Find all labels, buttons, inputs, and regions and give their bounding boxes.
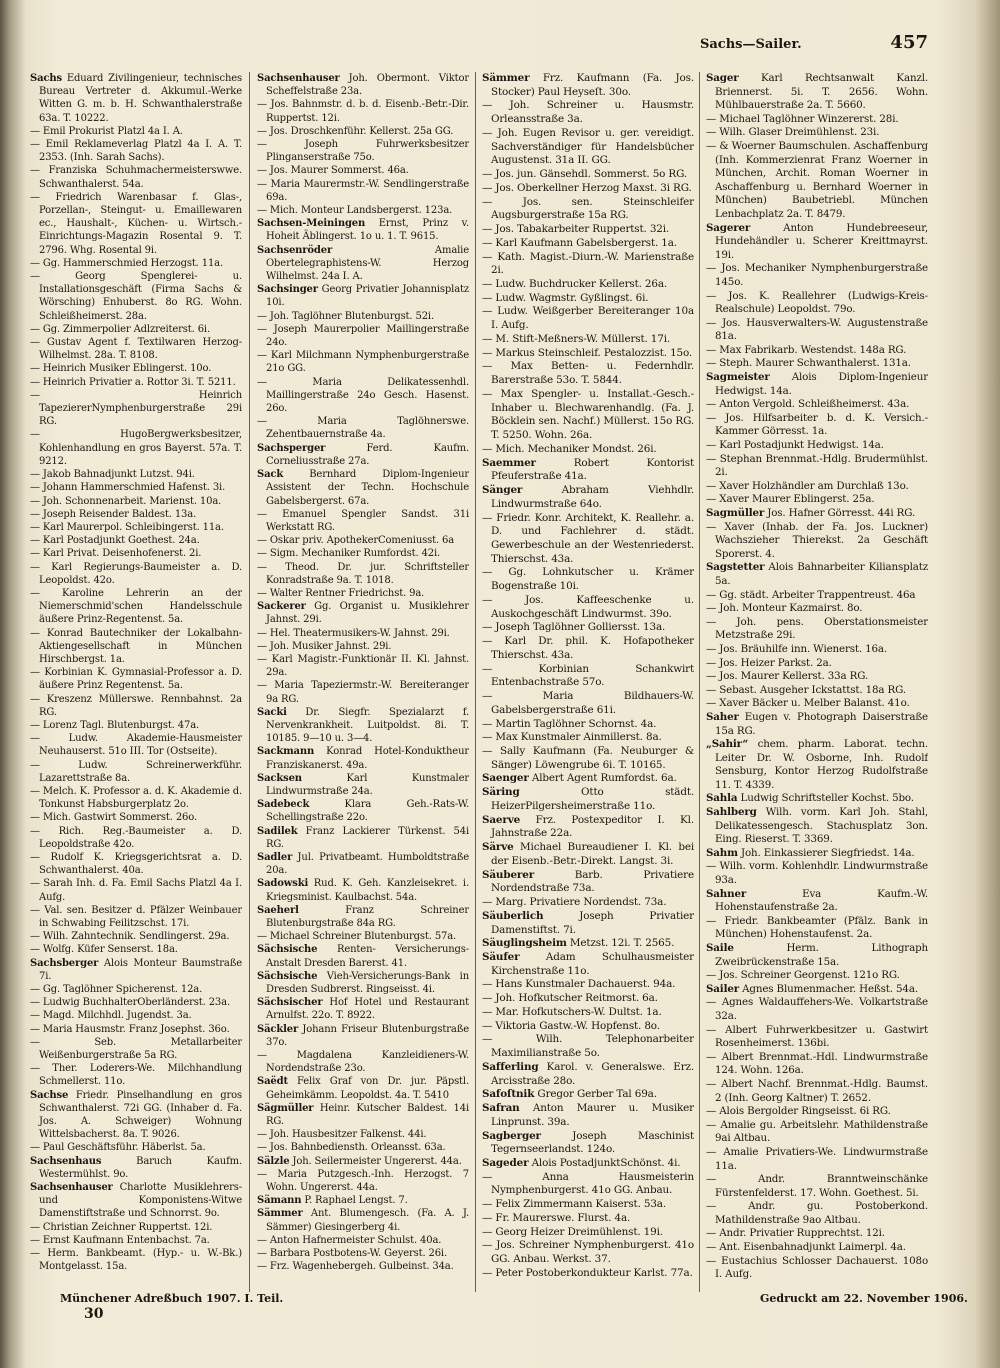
directory-entry: — Jos. Schreiner Nymphenburgerst. 41o GG. Anbau. Werkst. 37. — [482, 1239, 694, 1266]
directory-entry: — Maria Tapeziermstr.-W. Bereiteranger 9a RG. — [257, 680, 469, 705]
directory-entry: Säuberer Barb. Privatiere Nordendstraße 73a. — [482, 868, 694, 895]
directory-entry: — Andr. Privatier Rupprechtst. 12i. — [706, 1227, 885, 1240]
directory-entry: Saëdt Felix Graf von Dr. jur. Päpstl. Geheimkämm. Leopoldst. 4a. T. 5410 — [257, 1076, 469, 1101]
directory-entry: Sager Karl Rechtsanwalt Kanzl. Briennerst. 5i. T. 2656. Wohn. Mühlbauerstraße 2a. T. 5660. — [706, 72, 928, 112]
directory-entry: — Paul Geschäftsführ. Häberlst. 5a. — [30, 1142, 206, 1154]
directory-entry: — Jos. Schreiner Georgenst. 121o RG. — [706, 969, 900, 982]
directory-entry: Saemmer Robert Kontorist Pfeuferstraße 41a. — [482, 456, 694, 483]
directory-entry: — Barbara Postbotens-W. Geyerst. 26i. — [257, 1248, 448, 1260]
directory-entry: — Friedr. Bankbeamter (Pfälz. Bank in München) Hohenstaufenst. 2a. — [706, 914, 928, 941]
directory-entry: Sämmer Ant. Blumengesch. (Fa. A. J. Sämmer) Giesingerberg 4i. — [257, 1208, 469, 1233]
directory-entry: Sagstetter Alois Bahnarbeiter Kiliansplatz 5a. — [706, 561, 928, 587]
directory-entry: — Andr. Branntweinschänke Fürstenfelderst. 17. Wohn. Goethest. 5i. — [706, 1173, 928, 1199]
directory-entry: — Anton Hafnermeister Schulst. 40a. — [257, 1234, 442, 1246]
directory-entry: Sachse Friedr. Pinselhandlung en gros Schwanthalerst. 72i GG. (Inhaber d. Fa. Jos. A. Schweiger) Wohnung Wittelsbacherst. 8a. T. 9026. — [30, 1089, 242, 1141]
directory-entry: — Michael Schreiner Blutenburgst. 57a. — [257, 931, 457, 943]
directory-entry: Säckler Johann Friseur Blutenburgstraße 37o. — [257, 1023, 469, 1048]
directory-entry: — Jos. Hausverwalters-W. Augustenstraße 81a. — [706, 316, 928, 343]
directory-entry: — Gg. Hammerschmied Herzogst. 11a. — [30, 257, 224, 269]
directory-entry: Sämmer Frz. Kaufmann (Fa. Jos. Stocker) Paul Heyseſt. 30o. — [482, 72, 694, 98]
directory-entry: — Heinrich Musiker Eblingerst. 10o. — [30, 363, 212, 375]
directory-entry: — Wolfg. Küfer Senserst. 18a. — [30, 944, 178, 956]
directory-entry: Säring Otto städt. HeizerPilgersheimerstraße 11o. — [482, 786, 694, 812]
directory-entry: Safferling Karol. v. Generalswe. Erz. Arcisstraße 28o. — [482, 1060, 694, 1087]
footer-sheet-number: 30 — [84, 1306, 104, 1322]
directory-entry: — Christian Zeichner Ruppertst. 12i. — [30, 1221, 213, 1233]
directory-entry: — Sarah Inh. d. Fa. Emil Sachs Platzl 4a I. Aufg. — [30, 878, 242, 903]
directory-entry: — Jos. K. Reallehrer (Ludwigs-Kreis-Realschule) Leopoldst. 79o. — [706, 289, 928, 316]
directory-entry: — Wilh. Glaser Dreimühlenst. 23i. — [706, 126, 880, 139]
directory-entry: — Stephan Brennmat.-Hdlg. Brudermühlst. 2i. — [706, 452, 928, 479]
directory-entry: — Gg. Lohnkutscher u. Krämer Bogenstraße 10i. — [482, 566, 694, 593]
directory-entry: — Sigm. Mechaniker Rumfordst. 42i. — [257, 548, 441, 560]
directory-entry: Safoſtnik Gregor Gerber Tal 69a. — [482, 1088, 657, 1101]
directory-entry: Sachsenhauser Joh. Obermont. Viktor Scheffelstraße 23a. — [257, 73, 469, 98]
directory-entry: — Karl Regierungs-Baumeister a. D. Leopoldst. 42o. — [30, 561, 242, 586]
directory-entry: Sächsische Renten- Versicherungs-Anstalt Dresden Barerst. 41. — [257, 944, 469, 969]
directory-entry: — Peter Postoberkondukteur Karlst. 77a. — [482, 1266, 693, 1279]
directory-entry: — Konrad Bautechniker der Lokalbahn-Aktiengesellschaft in München Hirschbergst. 1a. — [30, 627, 242, 665]
directory-entry: — Anton Vergold. Schleißheimerst. 43a. — [706, 398, 910, 411]
directory-entry: — Korbinian Schankwirt Entenbachstraße 57o. — [482, 662, 694, 689]
directory-entry: Sadilek Franz Lackierer Türkenst. 54i RG. — [257, 825, 469, 850]
directory-entry: Sagberger Joseph Maschinist Tegernseerlandst. 124o. — [482, 1129, 694, 1156]
directory-entry: — Herm. Bankbeamt. (Hyp.- u. W.-Bk.) Montgelasst. 15a. — [30, 1248, 242, 1273]
directory-entry: — Joh. pens. Oberstationsmeister Metzstraße 29i. — [706, 615, 928, 642]
directory-entry: Saile Herm. Lithograph Zweibrückenstraße 15a. — [706, 942, 928, 968]
directory-entry: — Jos. Maurer Kellerst. 33a RG. — [706, 670, 869, 683]
directory-entry: Sälzle Joh. Seilermeister Ungererst. 44a. — [257, 1155, 462, 1167]
directory-entry: — Karl Maurerpol. Schleibingerst. 11a. — [30, 521, 224, 533]
directory-entry: — Frz. Wagenhebergeh. Gulbeinst. 34a. — [257, 1261, 454, 1273]
column-1 — [30, 72, 242, 1284]
directory-entry: — Joseph Fuhrwerksbesitzer Plinganserstraße 75o. — [257, 139, 469, 164]
directory-entry: — Joseph Maurerpolier Maillingerstraße 24o. — [257, 323, 469, 349]
directory-entry: — Steph. Maurer Schwanthalerst. 131a. — [706, 357, 911, 370]
column-rule — [475, 72, 476, 1292]
page-number: 457 — [890, 32, 928, 53]
directory-entry: — Marg. Privatiere Nordendst. 73a. — [482, 896, 667, 909]
directory-entry: — Maria Delikatessenhdl. Maillingerstraße 24o Gesch. Hasenst. 26o. — [257, 376, 469, 415]
directory-entry: — Xaver (Inhab. der Fa. Jos. Luckner) Wachszieher Thierekst. 2a Geschäft Sporerst. 4. — [706, 520, 928, 560]
directory-entry: Sächsische Vieh-Versicherungs-Bank in Dresden Sudbrerst. Ringseisst. 4i. — [257, 970, 469, 996]
footer-print-date: Gedruckt am 22. November 1906. — [760, 1292, 968, 1305]
running-head: Sachs—Sailer. — [700, 37, 802, 52]
directory-entry: — Walter Rentner Friedrichst. 9a. — [257, 587, 425, 599]
directory-entry: Säufer Adam Schulhausmeister Kirchenstraße 11o. — [482, 951, 694, 977]
directory-entry: Sänger Abraham Viehhdlr. Lindwurmstraße 64o. — [482, 484, 694, 510]
directory-entry: — Ludw. Buchdrucker Kellerst. 26a. — [482, 278, 668, 291]
directory-entry: Sahm Joh. Einkassierer Siegfriedst. 14a. — [706, 846, 915, 859]
directory-entry: — Maria Taglöhnerswe. Zehentbauernstraße 4a. — [257, 416, 469, 441]
directory-entry: — Jos. Bahnmstr. d. b. d. Eisenb.-Betr.-Dir. Ruppertst. 12i. — [257, 99, 469, 124]
directory-entry: Sagerer Anton Hundebreeseur, Hundehändler u. Scherer Kreittmayrst. 19i. — [706, 221, 928, 261]
directory-entry: — Jakob Bahnadjunkt Lutzst. 94i. — [30, 469, 195, 481]
directory-entry: — Emil Prokurist Platzl 4a I. A. — [30, 125, 183, 137]
directory-entry: — Alois Bergolder Ringseisst. 6i RG. — [706, 1105, 891, 1118]
directory-entry: — Andr. gu. Postoberkond. Mathildenstraße 9ao Altbau. — [706, 1200, 928, 1226]
directory-entry: — Ludw. Weißgerber Bereiteranger 10a I. Aufg. — [482, 305, 694, 332]
directory-entry: Säuglingsheim Metzst. 12i. T. 2565. — [482, 937, 675, 950]
directory-entry: — Jos. Maurer Sommerst. 46a. — [257, 165, 409, 177]
directory-entry: Sahlberg Wilh. vorm. Karl Joh. Stahl, Delikatessengesch. Stachusplatz 3on. Eing. Rieserst. T. 3369. — [706, 806, 928, 846]
directory-entry: — Ludw. Akademie-Hausmeister Neuhauserst. 51o III. Tor (Ostseite). — [30, 733, 242, 758]
directory-entry: — Joh. Schonnenarbeit. Marienst. 10a. — [30, 495, 222, 507]
directory-entry: Saeherl Franz Schreiner Blutenburgstraße 84a RG. — [257, 904, 469, 929]
directory-entry: — Gg. Taglöhner Spicherenst. 12a. — [30, 984, 203, 996]
directory-entry: Särve Michael Bureaudiener I. Kl. bei der Eisenb.-Betr.-Direkt. Langst. 3i. — [482, 841, 694, 867]
directory-entry: — Hel. Theatermusikers-W. Jahnst. 29i. — [257, 627, 450, 639]
directory-entry: Sadowski Rud. K. Geh. Kanzleisekret. i. Kriegsminist. Kaulbachst. 54a. — [257, 878, 469, 903]
directory-entry: — Ludw. Wagmstr. Gyßlingst. 6i. — [482, 291, 649, 304]
directory-entry: Sagmeister Alois Diplom-Ingenieur Hedwigst. 14a. — [706, 371, 928, 397]
directory-entry: — Amalie gu. Arbeitslehr. Mathildenstraße 9ai Altbau. — [706, 1118, 928, 1145]
directory-entry: — Jos. Hilfsarbeiter b. d. K. Versich.-Kammer Görresst. 1a. — [706, 411, 928, 438]
directory-entry: — Jos. Bräuhilfe inn. Wienerst. 16a. — [706, 642, 888, 655]
directory-entry: — Markus Steinschleif. Pestalozzist. 15o. — [482, 346, 693, 359]
directory-entry: — Rudolf K. Kriegsgerichtsrat a. D. Schwanthalerst. 40a. — [30, 851, 242, 877]
directory-entry: Sachsen-Meiningen Ernst, Prinz v. Hoheit Äblingerst. 1o u. 1. T. 9615. — [257, 218, 469, 243]
directory-entry: — Karl Postadjunkt Hedwigst. 14a. — [706, 439, 884, 452]
directory-entry: — Max Betten- u. Federnhdlr. Barerstraße 53o. T. 5844. — [482, 360, 694, 387]
directory-entry: — Xaver Maurer Eblingerst. 25a. — [706, 493, 875, 506]
column-rule — [699, 72, 700, 1292]
directory-entry: — Xaver Bäcker u. Melber Balanst. 41o. — [706, 697, 910, 710]
column-3 — [482, 72, 694, 1284]
directory-entry: — Michael Taglöhner Winzererst. 28i. — [706, 112, 899, 125]
directory-entry: — Joh. Schreiner u. Hausmstr. Orleansstraße 3a. — [482, 99, 694, 126]
directory-entry: — Hans Kunstmaler Dachauerst. 94a. — [482, 978, 676, 991]
directory-entry: Sachs Eduard Zivilingenieur, technisches Bureau Vertreter d. Akkumul.-Werke Witten G. m. b. H. Schwanthalerstraße 63a. T. 10222. — [30, 73, 242, 124]
directory-entry: — Fr. Maurerswe. Flurst. 4a. — [482, 1211, 631, 1224]
directory-entry: — Albert Nachf. Brennmat.-Hdlg. Baumst. 2 (Inh. Georg Kaltner) T. 2652. — [706, 1077, 928, 1104]
directory-entry: — Jos. Heizer Parkst. 2a. — [706, 656, 832, 669]
directory-entry: — Maria Bildhauers-W. Gabelsbergerstraße 61i. — [482, 690, 694, 716]
directory-entry: — Max Kunstmaler Ainmillerst. 8a. — [482, 731, 662, 744]
directory-entry: — Anna Hausmeisterin Nymphenburgerst. 41o GG. Anbau. — [482, 1170, 694, 1197]
directory-entry: Sahla Ludwig Schriftsteller Kochst. 5bo. — [706, 792, 914, 805]
directory-entry: Sack Bernhard Diplom-Ingenieur Assistent der Techn. Hochschule Gabelsbergerst. 67a. — [257, 469, 469, 507]
directory-entry: — Val. sen. Besitzer d. Pfälzer Weinbauer in Schwabing Feilitzschst. 17i. — [30, 904, 242, 929]
directory-entry: — Amalie Privatiers-We. Lindwurmstraße 11a. — [706, 1145, 928, 1172]
directory-entry: Sachsberger Alois Monteur Baumstraße 7i. — [30, 957, 242, 982]
directory-entry: — Maria Maurermstr.-W. Sendlingerstraße 69a. — [257, 178, 469, 203]
directory-entry: Sachsenhaus Baruch Kaufm. Westermühlst. 9o. — [30, 1155, 242, 1180]
directory-entry: — Korbinian K. Gymnasial-Professor a. D. äußere Prinz Regentenst. 5a. — [30, 667, 242, 692]
directory-entry: Sägmüller Heinr. Kutscher Baldest. 14i RG. — [257, 1102, 469, 1128]
directory-entry: — Ludw. Schreinerwerkführ. Lazarettstraße 8a. — [30, 759, 242, 784]
directory-entry: — Xaver Holzhändler am Durchlaß 13o. — [706, 479, 909, 492]
directory-entry: — Jos. jun. Gänsehdl. Sommerst. 5o RG. — [482, 168, 688, 181]
directory-entry: Sadebeck Klara Geh.-Rats-W. Schellingstraße 22o. — [257, 799, 469, 824]
directory-entry: Sadler Jul. Privatbeamt. Humboldtstraße 20a. — [257, 851, 469, 877]
directory-entry: — Joh. Hausbesitzer Falkenst. 44i. — [257, 1129, 427, 1141]
directory-entry: — Franziska Schuhmachermeisterswwe. Schwanthalerst. 54a. — [30, 165, 242, 190]
directory-entry: — Melch. K. Professor a. d. K. Akademie d. Tonkunst Habsburgerplatz 2o. — [30, 785, 242, 811]
directory-entry: — Georg Heizer Dreimühlenst. 19i. — [482, 1225, 663, 1238]
directory-entry: Sackerer Gg. Organist u. Musiklehrer Jahnst. 29i. — [257, 601, 469, 626]
directory-entry: — M. Stift-Meßners-W. Müllerst. 17i. — [482, 332, 671, 345]
directory-entry: — Joh. Eugen Revisor u. ger. vereidigt. Sachverständiger für Handelsbücher Augustenst. 31a II. GG. — [482, 126, 694, 167]
directory-entry: — Mar. Hofkutschers-W. Dultst. 1a. — [482, 1005, 662, 1018]
directory-entry: — Theod. Dr. jur. Schriftsteller Konradstraße 9a. T. 1018. — [257, 561, 469, 586]
directory-entry: — Wilh. vorm. Kohlenhdlr. Lindwurmstraße 93a. — [706, 860, 928, 887]
directory-entry: — Mich. Mechaniker Mondst. 26i. — [482, 442, 657, 455]
directory-entry: — Mich. Monteur Landsbergerst. 123a. — [257, 205, 453, 217]
directory-entry: — Kreszenz Müllerswe. Rennbahnst. 2a RG. — [30, 693, 242, 718]
directory-entry: — Ludwig BuchhalterOberländerst. 23a. — [30, 997, 230, 1009]
directory-entry: Sahner Eva Kaufm.-W. Hohenstaufenstraße 2a. — [706, 887, 928, 914]
directory-entry: — Jos. Mechaniker Nymphenburgerstraße 145o. — [706, 262, 928, 288]
footer-publication: Münchener Adreßbuch 1907. I. Teil. — [60, 1292, 284, 1305]
directory-entry: — Lorenz Tagl. Blutenburgst. 47a. — [30, 719, 200, 731]
directory-entry: Sämann P. Raphael Lengst. 7. — [257, 1195, 408, 1207]
directory-entry: Sachsenröder Amalie Obertelegraphistens-W. Herzog Wilhelmst. 24a I. A. — [257, 244, 469, 283]
directory-entry: — Georg Spenglerei- u. Installationsgeschäft (Firma Sachs & Wörsching) Enhuberst. 8o RG. Wohn. Schleißheimerst. 28a. — [30, 271, 242, 322]
directory-entry: — Jos. Kaffeeschenke u. Auskochgeschäft Lindwurmst. 39o. — [482, 593, 694, 620]
directory-entry: — Joseph Taglöhner Golliersst. 13a. — [482, 621, 666, 634]
directory-entry: — Friedr. Konr. Architekt, K. Reallehr. a. D. und Fachlehrer d. städt. Gewerbeschule an der Westenriederst. Thierschst. 43a. — [482, 511, 694, 565]
directory-entry: — Maria Putzgesch.-Inh. Herzogst. 7 Wohn. Ungererst. 44a. — [257, 1168, 469, 1194]
directory-entry: — Sally Kaufmann (Fa. Neuburger & Sänger) Löwengrube 6i. T. 10165. — [482, 744, 694, 771]
directory-entry: — Mich. Gastwirt Sommerst. 26o. — [30, 812, 197, 824]
directory-entry: — Joh. Monteur Kazmairst. 8o. — [706, 602, 863, 615]
directory-entry: — Wilh. Telephonarbeiter Maximilianstraße 5o. — [482, 1033, 694, 1060]
directory-entry: Sagmüller Jos. Hafner Görresst. 44i RG. — [706, 507, 916, 519]
directory-entry: — Karl Milchmann Nymphenburgerstraße 21o GG. — [257, 350, 469, 375]
directory-entry: — Joseph Reisender Baldest. 13a. — [30, 508, 197, 520]
directory-entry: — Ther. Loderers-We. Milchhandlung Schmellerst. 11o. — [30, 1063, 242, 1088]
directory-entry: — Joh. Hofkutscher Reitmorst. 6a. — [482, 992, 658, 1005]
directory-entry: Säuberlich Joseph Privatier Damenstiftst. 7i. — [482, 909, 694, 936]
directory-entry: — Gustav Agent f. Textilwaren Herzog-Wilhelmst. 28a. T. 8108. — [30, 337, 242, 362]
directory-entry: Sachsinger Georg Privatier Johannisplatz 10i. — [257, 284, 469, 309]
column-rule — [249, 72, 250, 1292]
directory-entry: — Felix Zimmermann Kaiserst. 53a. — [482, 1198, 667, 1211]
directory-entry: Sacksen Karl Kunstmaler Lindwurmstraße 24a. — [257, 772, 469, 797]
directory-entry: — Karl Dr. phil. K. Hofapotheker Thierschst. 43a. — [482, 635, 694, 661]
page-gutter — [2, 60, 16, 1300]
directory-entry: — Johann Hammerschmied Hafenst. 3i. — [30, 482, 226, 494]
directory-entry: — Jos. Oberkellner Herzog Maxst. 3i RG. — [482, 181, 692, 194]
page-header — [700, 32, 928, 56]
directory-entry: — Gg. Zimmerpolier Adlzreiterst. 6i. — [30, 323, 210, 335]
directory-entry: — Gg. städt. Arbeiter Trappentreust. 46a — [706, 588, 916, 601]
directory-entry: Sachsenhauser Charlotte Musiklehrers- und Komponistens-Witwe Damenstiftstraße und Schnorrst. 9o. — [30, 1182, 242, 1220]
directory-entry: — Martin Taglöhner Schornst. 4a. — [482, 717, 657, 730]
directory-entry: — Friedrich Warenbasar f. Glas-, Porzellan-, Steingut- u. Emaillewaren ec., Haushalt-, Küchen- u. Wirtsch.-Einrichtungs-Magazin Rosental 9. T. 2796. Whg. Rosental 9i. — [30, 191, 242, 256]
directory-entry: — Karl Magistr.-Funktionär II. Kl. Jahnst. 29a. — [257, 653, 469, 679]
directory-entry: — Karl Kaufmann Gabelsbergerst. 1a. — [482, 236, 677, 249]
directory-entry: Sacki Dr. Siegfr. Spezialarzt f. Nervenkrankheit. Luitpoldst. 8i. T. 10185. 9—10 u. 3—4. — [257, 706, 469, 745]
directory-entry: — Jos. sen. Steinschleifer Augsburgerstraße 15a RG. — [482, 195, 694, 222]
directory-entry: — Albert Brennmat.-Hdl. Lindwurmstraße 124. Wohn. 126a. — [706, 1050, 928, 1077]
directory-entry: Sackmann Konrad Hotel-Konduktheur Franziskanerst. 49a. — [257, 746, 469, 771]
directory-entry: — Magdalena Kanzleidieners-W. Nordendstraße 23o. — [257, 1050, 469, 1075]
directory-entry: Sachsperger Ferd. Kaufm. Corneliusstraße 27a. — [257, 442, 469, 467]
directory-entry: — Magd. Milchhdl. Jugendst. 3a. — [30, 1010, 192, 1022]
directory-entry: — Karoline Lehrerin an der Niemerschmid'schen Handelsschule äußere Prinz-Regentenst. 5a. — [30, 587, 242, 626]
directory-entry: — HugoBergwerksbesitzer, Kohlenhandlung en gros Bayerst. 57a. T. 9212. — [30, 429, 242, 467]
directory-entry: Sailer Agnes Blumenmacher. Heßst. 54a. — [706, 982, 918, 995]
directory-entry: — Karl Privat. Deisenhofenerst. 2i. — [30, 548, 202, 560]
directory-entry: — Jos. Bahnbediensth. Orleansst. 63a. — [257, 1142, 446, 1154]
directory-entry: Safran Anton Maurer u. Musiker Linprunst. 39a. — [482, 1102, 694, 1128]
directory-entry: — Eustachius Schlosser Dachauerst. 108o I. Aufg. — [706, 1254, 928, 1281]
directory-entry: — Jos. Tabakarbeiter Ruppertst. 32i. — [482, 223, 670, 236]
directory-entry: — Sebast. Ausgeher Ickstattst. 18a RG. — [706, 683, 906, 696]
directory-entry: Sageder Alois PostadjunktSchönst. 4i. — [482, 1157, 681, 1170]
directory-entry: — Wilh. Zahntechnik. Sendlingerst. 29a. — [30, 931, 230, 943]
directory-entry: — Joh. Musiker Jahnst. 29i. — [257, 640, 392, 652]
directory-entry: Saenger Albert Agent Rumfordst. 6a. — [482, 772, 677, 785]
directory-entry: — Jos. Droschkenführ. Kellerst. 25a GG. — [257, 125, 454, 137]
directory-entry: Sächsischer Hof Hotel und Restaurant Arnulfst. 22o. T. 8922. — [257, 997, 469, 1022]
directory-entry: Saher Eugen v. Photograph Daiserstraße 15a RG. — [706, 710, 928, 737]
directory-entry: — Heinrich TapeziererNymphenburgerstraße 29i RG. — [30, 389, 242, 428]
directory-entry: — Emanuel Spengler Sandst. 31i Werkstatt RG. — [257, 508, 469, 533]
directory-entry: — Viktoria Gastw.-W. Hopfenst. 8o. — [482, 1019, 660, 1032]
directory-entry: — Ant. Eisenbahnadjunkt Laimerpl. 4a. — [706, 1241, 906, 1254]
directory-entry: — Emil Reklameverlag Platzl 4a I. A. T. 2353. (Inh. Sarah Sachs). — [30, 139, 242, 164]
directory-entry: — Ernst Kaufmann Entenbachst. 7a. — [30, 1234, 210, 1246]
directory-entry: — Oskar priv. ApothekerComeniusst. 6a — [257, 535, 455, 547]
column-4 — [706, 72, 928, 1284]
directory-entry: — Rich. Reg.-Baumeister a. D. Leopoldstraße 42o. — [30, 825, 242, 850]
directory-entry: — Maria Hausmstr. Franz Josephst. 36o. — [30, 1023, 230, 1035]
directory-entry: — Kath. Magist.-Diurn.-W. Marienstraße 2i. — [482, 250, 694, 277]
directory-entry: — Seb. Metallarbeiter Weißenburgerstraße 5a RG. — [30, 1036, 242, 1062]
directory-entry: — Heinrich Privatier a. Rottor 3i. T. 5211. — [30, 376, 236, 388]
directory-entry: — & Woerner Baumschulen. Aschaffenburg (Inh. Kommerzienrat Franz Woerner in München, Archit. Roman Woerner in Aschaffenburg u. Bernhard Woerner in München) Baubetriebl. München Lenbachplatz 2a. T. 8479. — [706, 139, 928, 220]
directory-entry: — Karl Postadjunkt Goethest. 24a. — [30, 535, 200, 547]
directory-entry: — Albert Fuhrwerkbesitzer u. Gastwirt Rosenheimerst. 136bi. — [706, 1023, 928, 1050]
directory-entry: — Max Spengler- u. Installat.-Gesch.-Inhaber u. Blechwarenhandlg. (Fa. J. Böcklein sen. Nachf.) Müllerst. 15o RG. T. 5250. Wohn. 26a. — [482, 387, 694, 442]
directory-entry: — Joh. Taglöhner Blutenburgst. 52i. — [257, 310, 434, 322]
directory-entry: — Agnes Waldauffehers-We. Volkartstraße 32a. — [706, 996, 928, 1022]
directory-entry: „Sahir“ chem. pharm. Laborat. techn. Leiter Dr. W. Osborne, Inh. Rudolf Sensburg, Kontor Herzog Rudolfstraße 11. T. 4339. — [706, 738, 928, 791]
directory-entry: Saerve Frz. Postexpeditor I. Kl. Jahnstraße 22a. — [482, 813, 694, 840]
column-2 — [257, 72, 469, 1284]
directory-entry: — Max Fabrikarb. Westendst. 148a RG. — [706, 343, 907, 356]
